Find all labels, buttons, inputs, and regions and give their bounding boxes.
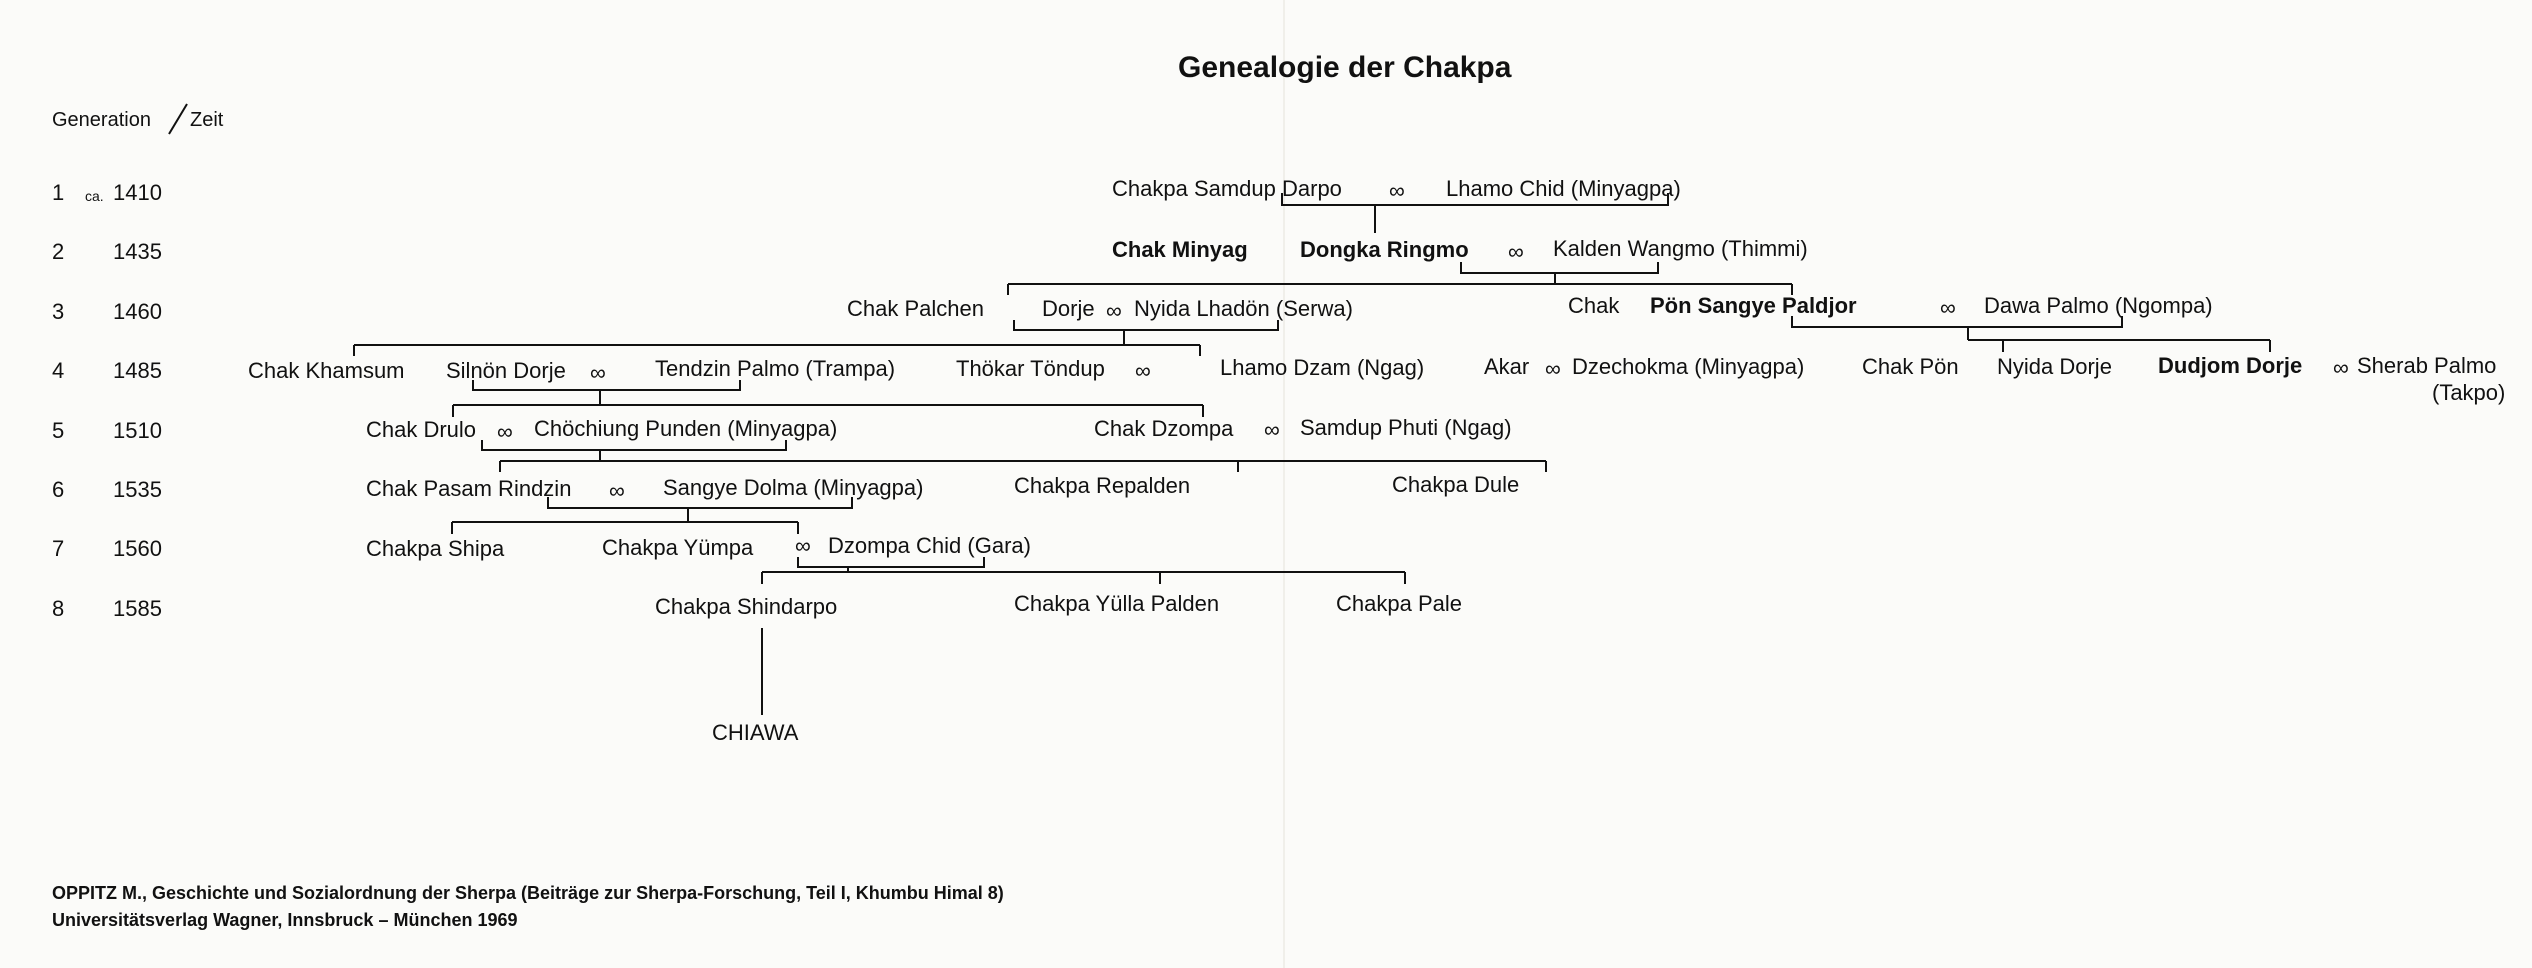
axis-label-generation: Generation: [52, 109, 151, 131]
marriage-symbol: ∞: [497, 419, 513, 444]
person-chakpa-dule: Chakpa Dule: [1392, 472, 1520, 497]
generation-number: 6: [52, 477, 65, 502]
person-chakpa-pale: Chakpa Pale: [1336, 591, 1462, 616]
generation-year: 1460: [113, 299, 162, 324]
person-chak-dzompa: Chak Dzompa: [1094, 416, 1234, 441]
generation-number: 8: [52, 596, 65, 621]
generation-number: 3: [52, 299, 65, 324]
person-thokar-tondup: Thökar Töndup: [956, 356, 1105, 381]
person-chakpa-repalden: Chakpa Repalden: [1014, 473, 1191, 498]
marriage-symbol: ∞: [1106, 298, 1122, 323]
person-lhamo-chid: Lhamo Chid (Minyagpa): [1446, 176, 1681, 201]
marriage-symbol: ∞: [1940, 295, 1956, 320]
generation-number: 2: [52, 239, 65, 264]
person-chakpa-shindarpo: Chakpa Shindarpo: [655, 594, 838, 619]
person-nyida-dorje: Nyida Dorje: [1997, 354, 2112, 379]
person-chak: Chak: [1568, 293, 1620, 318]
person-sherab-palmo: Sherab Palmo: [2357, 353, 2497, 378]
person-chak-minyag: Chak Minyag: [1112, 237, 1248, 262]
citation-line-2: Universitätsverlag Wagner, Innsbruck – München 1969: [52, 910, 518, 930]
marriage-symbol: ∞: [609, 478, 625, 503]
generation-year: 1435: [113, 239, 162, 264]
person-chakpa-yumpa: Chakpa Yümpa: [602, 535, 754, 560]
generation-year: 1560: [113, 536, 162, 561]
person-tendzin-palmo: Tendzin Palmo (Trampa): [655, 356, 896, 381]
generation-number: 4: [52, 358, 65, 383]
generation-year: 1485: [113, 358, 162, 383]
person-dudjom-dorje: Dudjom Dorje: [2158, 353, 2303, 378]
axis-label-time: Zeit: [190, 109, 224, 131]
diagram-title: Genealogie der Chakpa: [1178, 51, 1512, 84]
generation-number: 5: [52, 418, 65, 443]
person-chak-pasam-rindzin: Chak Pasam Rindzin: [366, 476, 572, 501]
citation-line-1: OPPITZ M., Geschichte und Sozialordnung der Sherpa (Beiträge zur Sherpa-Forschung, Teil I, Khumbu Himal 8): [52, 883, 1004, 903]
person-dzechokma: Dzechokma (Minyagpa): [1572, 354, 1805, 379]
person-dongka-ringmo: Dongka Ringmo: [1300, 237, 1469, 262]
person-kalden-wangmo: Kalden Wangmo (Thimmi): [1553, 236, 1808, 261]
person-chochiung-punden: Chöchiung Punden (Minyagpa): [534, 416, 838, 441]
person-dorje: Dorje: [1042, 296, 1095, 321]
person-silnon-dorje: Silnön Dorje: [446, 358, 566, 383]
person-sherab-palmo-origin: (Takpo): [2432, 380, 2506, 405]
marriage-symbol: ∞: [2333, 355, 2349, 380]
person-samdup-phuti: Samdup Phuti (Ngag): [1300, 415, 1512, 440]
marriage-symbol: ∞: [590, 360, 606, 385]
person-nyida-lhadon: Nyida Lhadön (Serwa): [1134, 296, 1353, 321]
marriage-symbol: ∞: [1135, 358, 1151, 383]
person-dawa-palmo: Dawa Palmo (Ngompa): [1984, 293, 2213, 318]
marriage-symbol: ∞: [1508, 239, 1524, 264]
person-akar: Akar: [1484, 354, 1530, 379]
person-chak-palchen: Chak Palchen: [847, 296, 984, 321]
generation-number: 1: [52, 180, 65, 205]
generation-year: 1585: [113, 596, 162, 621]
marriage-symbol: ∞: [795, 533, 811, 558]
place-chiawa: CHIAWA: [712, 720, 799, 745]
marriage-symbol: ∞: [1545, 356, 1561, 381]
generation-year: 1510: [113, 418, 162, 443]
person-chak-pon: Chak Pön: [1862, 354, 1959, 379]
generation-number: 7: [52, 536, 65, 561]
marriage-symbol: ∞: [1264, 417, 1280, 442]
person-pon-sangye-paldjor: Pön Sangye Paldjor: [1650, 293, 1857, 318]
person-samdup-darpo: Chakpa Samdup Darpo: [1112, 176, 1342, 201]
person-chak-drulo: Chak Drulo: [366, 417, 477, 442]
generation-year: 1410: [113, 180, 162, 205]
person-chakpa-yulla-palden: Chakpa Yülla Palden: [1014, 591, 1220, 616]
year-prefix: ca.: [85, 188, 104, 204]
generation-year: 1535: [113, 477, 162, 502]
person-lhamo-dzam: Lhamo Dzam (Ngag): [1220, 355, 1425, 380]
axis-slash: [167, 102, 189, 136]
person-dzompa-chid: Dzompa Chid (Gara): [828, 533, 1031, 558]
person-sangye-dolma: Sangye Dolma (Minyagpa): [663, 475, 924, 500]
person-chakpa-shipa: Chakpa Shipa: [366, 536, 505, 561]
person-chak-khamsum: Chak Khamsum: [248, 358, 405, 383]
marriage-symbol: ∞: [1389, 178, 1405, 203]
